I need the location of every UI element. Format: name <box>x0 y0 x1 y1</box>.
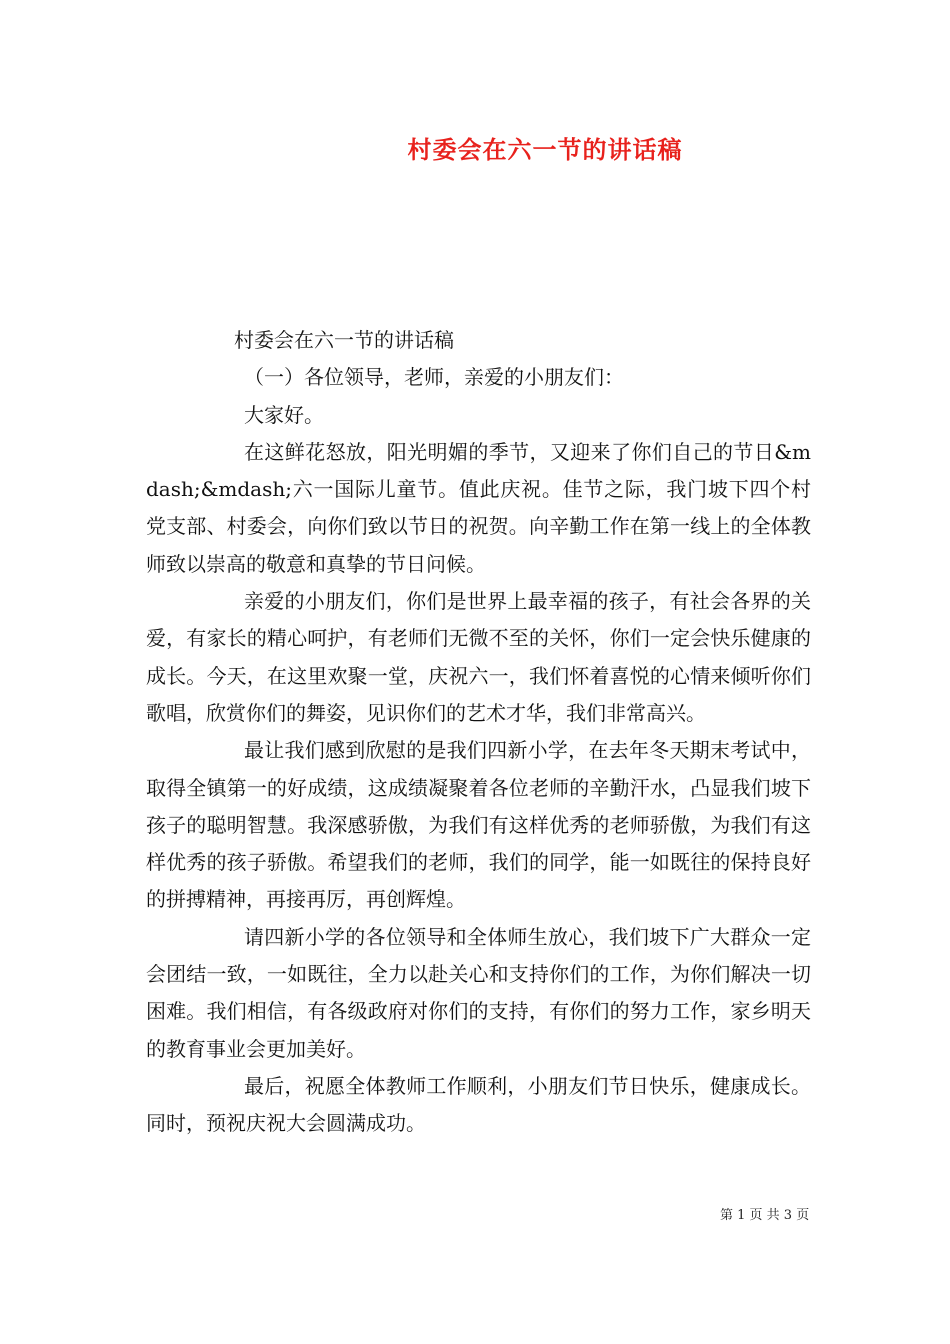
page-number: 第 1 页 共 3 页 <box>720 1208 810 1223</box>
body-heading: 村委会在六一节的讲话稿 <box>234 328 454 352</box>
document-body <box>146 322 811 1143</box>
paragraph-support: 请四新小学的各位领导和全体师生放心，我们坡下广大群众一定会团结一致，一如既往，全力以赴关心和支持你们的工作，为你们解决一切困难。我们相信，有各级政府对你们的支持，有你们的努力工作，家乡明天的教育事业会更加美好。 <box>146 924 811 1061</box>
paragraph-children: 亲爱的小朋友们，你们是世界上最幸福的孩子，有社会各界的关爱，有家长的精心呵护，有老师们无微不至的关怀，你们一定会快乐健康的成长。今天，在这里欢聚一堂，庆祝六一，我们怀着喜悦的心情来倾听你们歌唱，欣赏你们的舞姿，见识你们的艺术才华，我们非常高兴。 <box>146 589 811 725</box>
greeting: 大家好。 <box>244 402 324 427</box>
document-title: 村委会在六一节的讲话稿 <box>407 135 683 164</box>
paragraph-school-achievement: 最让我们感到欣慰的是我们四新小学，在去年冬天期末考试中，取得全镇第一的好成绩，这成绩凝聚着各位老师的辛勤汗水，凸显我们坡下孩子的聪明智慧。我深感骄傲，为我们有这样优秀的老师骄傲，为我们有这样优秀的孩子骄傲。希望我们的老师，我们的同学，能一如既往的保持良好的拼搏精神，再接再厉，再创辉煌。 <box>146 738 811 912</box>
paragraph-festival-greeting: 在这鲜花怒放，阳光明媚的季节，又迎来了你们自己的节日&mdash;&mdash;六一国际儿童节。值此庆祝。佳节之际，我门坡下四个村党支部、村委会，向你们致以节日的祝贺。向辛勤工作在第一线上的全体教师致以崇高的敬意和真挚的节日问候。 <box>146 439 811 576</box>
paragraph-closing: 最后，祝愿全体教师工作顺利，小朋友们节日快乐，健康成长。同时，预祝庆祝大会圆满成功。 <box>146 1073 811 1136</box>
salutation: （一）各位领导，老师，亲爱的小朋友们： <box>244 365 624 390</box>
